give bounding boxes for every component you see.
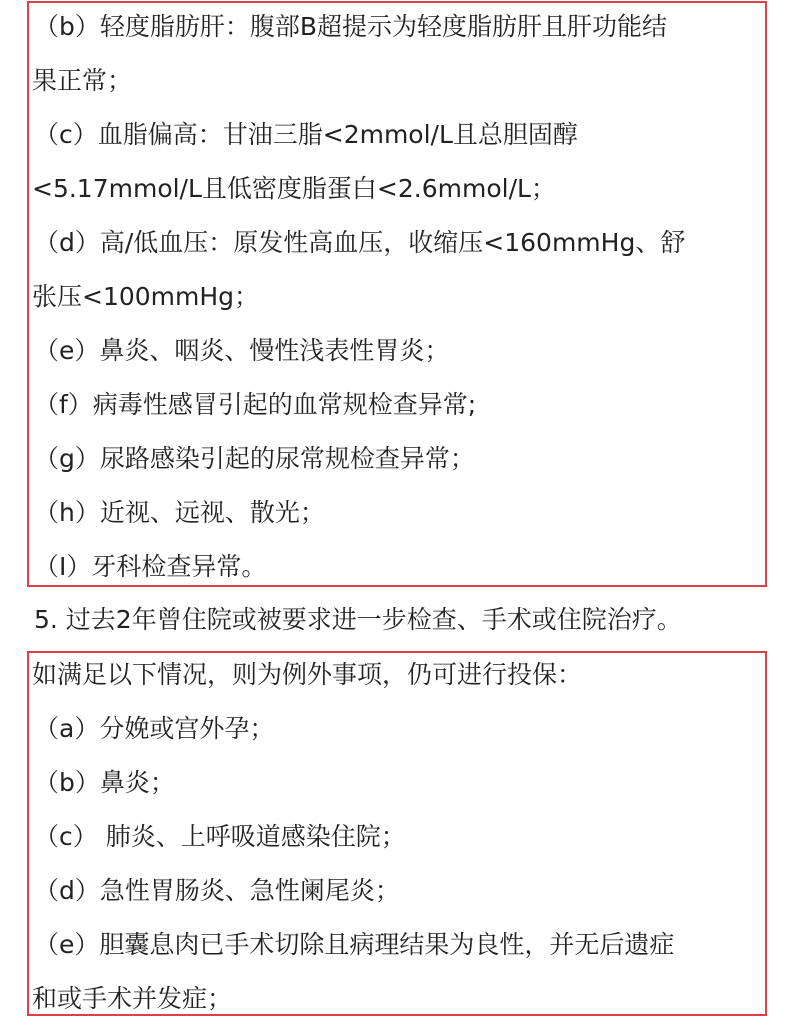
- item-d-gastroenteritis-appendicitis: （d）急性胃肠炎、急性阑尾炎；: [34, 876, 400, 905]
- item-e-rhinitis-gastritis: （e）鼻炎、咽炎、慢性浅表性胃炎；: [34, 336, 450, 365]
- item-c-pneumonia: （c） 肺炎、上呼吸道感染住院；: [34, 822, 406, 851]
- item-g-urinary-infection: （g）尿路感染引起的尿常规检查异常；: [34, 444, 475, 473]
- item-a-childbirth: （a）分娩或宫外孕；: [34, 714, 275, 743]
- item-e-gallbladder-polyp-cont: 和或手术并发症；: [32, 984, 233, 1013]
- section-5-heading: 5. 过去2年曾住院或被要求进一步检查、手术或住院治疗。: [34, 605, 682, 634]
- item-b-mild-fatty-liver-cont: 果正常；: [32, 66, 133, 95]
- item-c-high-blood-lipids: （c）血脂偏高：甘油三脂<2mmol/L且总胆固醇: [34, 120, 578, 149]
- item-c-high-blood-lipids-cont: <5.17mmol/L且低密度脂蛋白<2.6mmol/L；: [32, 174, 556, 203]
- item-d-blood-pressure-cont: 张压<100mmHg；: [32, 282, 260, 311]
- item-b-mild-fatty-liver: （b）轻度脂肪肝：腹部B超提示为轻度脂肪肝且肝功能结: [34, 12, 668, 41]
- item-i-dental: （I）牙科检查异常。: [34, 552, 267, 581]
- item-h-vision: （h）近视、远视、散光；: [34, 498, 325, 527]
- item-f-viral-cold-blood-test: （f）病毒性感冒引起的血常规检查异常;: [34, 390, 477, 419]
- item-e-gallbladder-polyp: （e）胆囊息肉已手术切除且病理结果为良性，并无后遗症: [34, 930, 675, 959]
- item-b-rhinitis: （b）鼻炎；: [34, 768, 175, 797]
- item-d-blood-pressure: （d）高/低血压：原发性高血压，收缩压<160mmHg、舒: [34, 228, 686, 257]
- exceptions-intro: 如满足以下情况，则为例外事项，仍可进行投保：: [32, 660, 583, 689]
